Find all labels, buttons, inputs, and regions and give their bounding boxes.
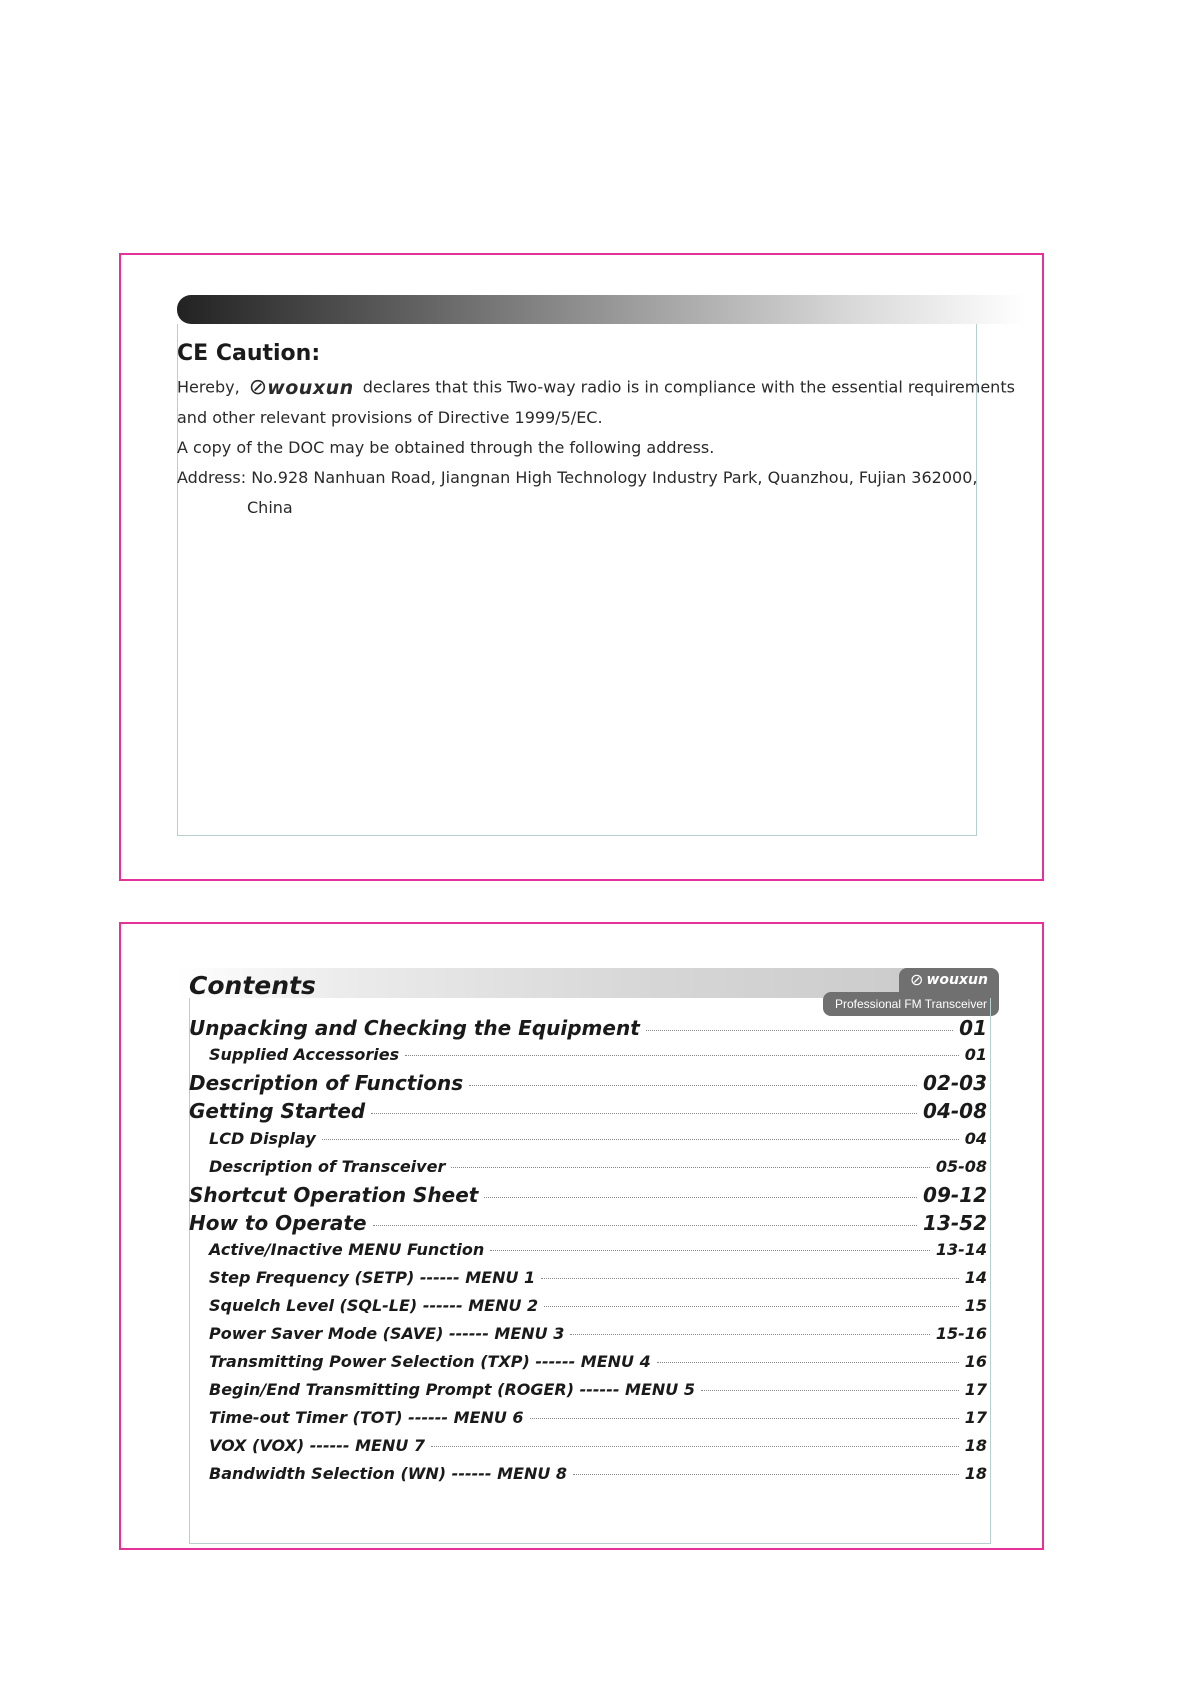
toc-entry-page: 14 [964,1268,987,1287]
toc-entry-page: 17 [964,1380,987,1399]
toc-entry-label: Description of Functions [189,1071,464,1095]
brand-logo [899,968,999,992]
toc-entry-label: Description of Transceiver [209,1157,446,1176]
toc-dot-leader [484,1197,917,1198]
toc-entry [209,1324,987,1343]
toc-entry-page: 09-12 [923,1183,987,1207]
toc-dot-leader [657,1362,959,1363]
toc-entry-label: Getting Started [189,1099,366,1123]
toc-entry-label: Squelch Level (SQL-LE) ------ MENU 2 [209,1296,539,1315]
wouxun-logo [249,377,354,399]
toc-entry-label: Supplied Accessories [209,1045,400,1064]
toc-dot-leader [530,1418,959,1419]
toc-entry-label: Bandwidth Selection (WN) ------ MENU 8 [209,1464,568,1483]
ce-caution-title: CE Caution: [177,341,321,366]
ce-address-country: China [247,498,293,517]
toc-entry [209,1436,987,1455]
toc-entry [189,1071,987,1095]
toc-entry-label: Transmitting Power Selection (TXP) ------ MENU 4 [209,1352,651,1371]
toc-dot-leader [573,1474,959,1475]
toc-dot-leader [451,1167,930,1168]
toc-entry [209,1240,987,1259]
toc-entry-page: 01 [959,1016,987,1040]
toc-entry-page: 15-16 [935,1324,987,1343]
toc-entry-page: 13-14 [935,1240,987,1259]
toc-dot-leader [701,1390,959,1391]
toc-dot-leader [322,1139,959,1140]
ce-line-3: A copy of the DOC may be obtained through the following address. [177,438,715,457]
toc-entry-label: LCD Display [209,1129,316,1148]
ce-caution-page [119,253,1044,881]
toc-dot-leader [371,1113,917,1114]
toc-entry [209,1129,987,1148]
declaration-text: declares that this Two-way radio is in compliance with the essential requirements [362,377,1015,397]
toc-entry [209,1352,987,1371]
toc-entry-page: 18 [964,1464,987,1483]
toc-entry-label: Time-out Timer (TOT) ------ MENU 6 [209,1408,524,1427]
wouxun-logo-icon: ⊘ [910,970,924,989]
toc-entry-label: How to Operate [189,1211,367,1235]
toc-entry [209,1045,987,1064]
toc-entry [189,1099,987,1123]
toc-dot-leader [541,1278,959,1279]
brand-tagline: Professional FM Transceiver [823,992,999,1016]
toc-entry-page: 04 [964,1129,987,1148]
toc-entry [209,1268,987,1287]
hereby-text: Hereby, [177,377,240,397]
toc-dot-leader [469,1085,917,1086]
toc-entry-page: 16 [964,1352,987,1371]
toc-entry [209,1464,987,1483]
toc-entry [209,1296,987,1315]
toc-entry-page: 01 [964,1045,987,1064]
toc-entry [189,1183,987,1207]
toc-entry-label: Active/Inactive MENU Function [209,1240,485,1259]
wouxun-logo-text: wouxun [267,377,354,399]
toc-entry-label: Power Saver Mode (SAVE) ------ MENU 3 [209,1324,565,1343]
toc-entry-page: 04-08 [923,1099,987,1123]
toc-entry [189,1016,987,1040]
brand-logo-text: wouxun [926,972,988,988]
toc-dot-leader [490,1250,930,1251]
toc-dot-leader [544,1306,959,1307]
ce-line-2: and other relevant provisions of Directive 1999/5/EC. [177,408,603,427]
contents-page [119,922,1044,1550]
ce-address-line: Address: No.928 Nanhuan Road, Jiangnan High Technology Industry Park, Quanzhou, Fujian 362000, [177,468,978,487]
toc-entry-page: 17 [964,1408,987,1427]
toc-dot-leader [570,1334,929,1335]
toc-entry-page: 13-52 [923,1211,987,1235]
toc-entry-page: 18 [964,1436,987,1455]
toc-entry [209,1157,987,1176]
toc-entry-label: Step Frequency (SETP) ------ MENU 1 [209,1268,536,1287]
toc-dot-leader [373,1225,917,1226]
toc-dot-leader [431,1446,959,1447]
header-gradient-bar [177,295,1027,324]
toc-entry-page: 02-03 [923,1071,987,1095]
toc-entry-label: Begin/End Transmitting Prompt (ROGER) ------ MENU 5 [209,1380,695,1399]
contents-title: Contents [189,971,316,1000]
toc-entry [209,1408,987,1427]
toc-entry-label: Shortcut Operation Sheet [189,1183,479,1207]
toc-entry-label: VOX (VOX) ------ MENU 7 [209,1436,426,1455]
toc-entry-page: 15 [964,1296,987,1315]
toc-entry [189,1211,987,1235]
toc-entry-page: 05-08 [935,1157,987,1176]
toc-entry-label: Unpacking and Checking the Equipment [189,1016,640,1040]
ce-line-1 [177,377,1015,399]
wouxun-logo-icon: ⊘ [248,375,268,400]
toc-dot-leader [405,1055,959,1056]
toc-dot-leader [646,1030,953,1031]
toc-entry [209,1380,987,1399]
ce-content-box [177,324,977,836]
